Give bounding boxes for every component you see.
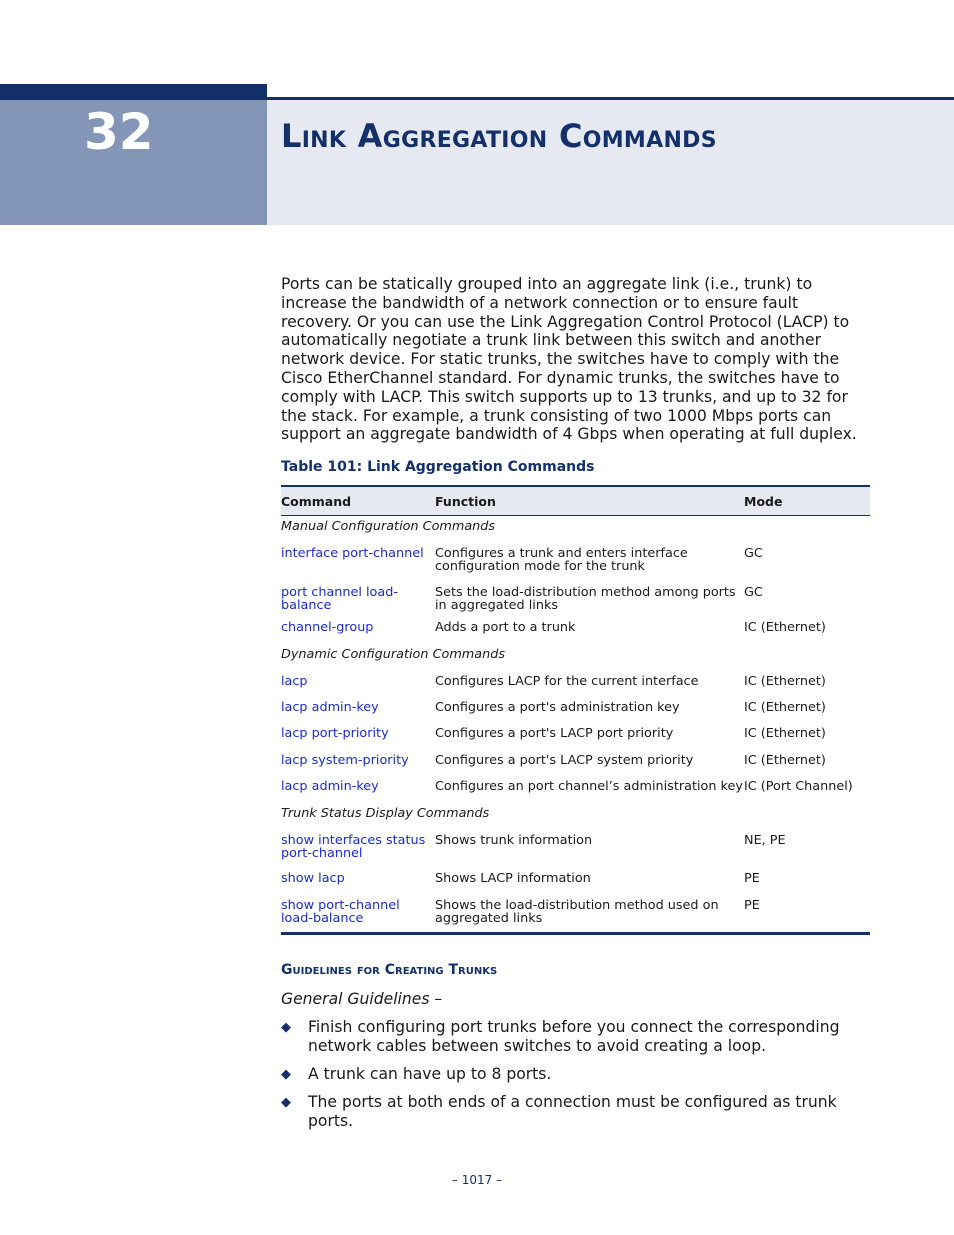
header-mode: Mode [744, 493, 783, 509]
function-cell: Configures an port channel’s administration key [435, 779, 743, 794]
function-cell: Configures a trunk and enters interface configuration mode for the trunk [435, 546, 688, 574]
mode-cell: GC [744, 546, 763, 561]
bullet-text: Finish configuring port trunks before you connect the corresponding network cables between switches to avoid creating a loop. [308, 1018, 840, 1055]
mode-cell: PE [744, 898, 760, 913]
bullet-text: The ports at both ends of a connection must be configured as trunk ports. [308, 1093, 837, 1130]
header-function: Function [435, 493, 496, 509]
section-title: Dynamic Configuration Commands [281, 647, 506, 662]
command-link[interactable]: show port-channel load-balance [281, 898, 400, 926]
command-link[interactable]: show interfaces status port-channel [281, 833, 426, 861]
intro-paragraph: Ports can be statically grouped into an aggregate link (i.e., trunk) to increase the bandwidth of a network connection or to ensure fault recovery. Or you can use the Link Aggregation Control Protocol (LACP) to automatically negotiate a trunk link between this switch and another network device. For static trunks, the switches have to comply with the Cisco EtherChannel standard. For dynamic trunks, the switches have to comply with LACP. This switch supports up to 13 trunks, and up to 32 for the stack. For example, a trunk consisting of two 1000 Mbps ports can support an aggregate bandwidth of 4 Gbps when operating at full duplex. [281, 275, 857, 444]
function-cell: Shows LACP information [435, 871, 591, 886]
command-link[interactable]: lacp admin-key [281, 700, 379, 715]
mode-cell: IC (Port Channel) [744, 779, 853, 794]
mode-cell: GC [744, 585, 763, 600]
mode-cell: NE, PE [744, 833, 786, 848]
chapter-rule-right [267, 97, 954, 100]
function-cell: Shows trunk information [435, 833, 593, 848]
function-cell: Configures a port's LACP port priority [435, 726, 674, 741]
function-cell: Sets the load-distribution method among ports in aggregated links [435, 585, 736, 613]
commands-table [281, 485, 870, 935]
guidelines-heading: Guidelines for Creating Trunks [281, 962, 498, 978]
mode-cell: IC (Ethernet) [744, 674, 826, 689]
page-number: – 1017 – [451, 1173, 503, 1187]
section-title: Manual Configuration Commands [281, 519, 496, 534]
function-cell: Adds a port to a trunk [435, 620, 576, 635]
diamond-bullet-icon: ◆ [281, 1095, 291, 1110]
diamond-bullet-icon: ◆ [281, 1020, 291, 1035]
mode-cell: IC (Ethernet) [744, 700, 826, 715]
command-link[interactable]: lacp [281, 674, 308, 689]
section-title: Trunk Status Display Commands [281, 806, 490, 821]
command-link[interactable]: lacp port-priority [281, 726, 389, 741]
bullet-text: A trunk can have up to 8 ports. [308, 1065, 552, 1083]
command-link[interactable]: interface port-channel [281, 546, 424, 561]
diamond-bullet-icon: ◆ [281, 1067, 291, 1082]
table-caption: Table 101: Link Aggregation Commands [281, 459, 595, 475]
header-command: Command [281, 493, 352, 509]
command-link[interactable]: port channel load-balance [281, 585, 398, 613]
table-row [281, 832, 870, 870]
function-cell: Shows the load-distribution method used on aggregated links [435, 898, 719, 926]
table-row [281, 870, 870, 897]
general-guidelines-label: General Guidelines – [281, 990, 443, 1008]
function-cell: Configures a port's LACP system priority [435, 753, 694, 768]
table-header [281, 487, 870, 516]
mode-cell: IC (Ethernet) [744, 753, 826, 768]
command-link[interactable]: lacp system-priority [281, 753, 409, 768]
table-row [281, 619, 870, 646]
mode-cell: IC (Ethernet) [744, 620, 826, 635]
command-link[interactable]: lacp admin-key [281, 779, 379, 794]
command-link[interactable]: show lacp [281, 871, 345, 886]
table-row [281, 543, 870, 581]
table-row [281, 778, 870, 805]
mode-cell: PE [744, 871, 760, 886]
table-row [281, 673, 870, 699]
chapter-number: 32 [84, 103, 154, 161]
command-link[interactable]: channel-group [281, 620, 374, 635]
table-row [281, 752, 870, 778]
function-cell: Configures a port's administration key [435, 700, 680, 715]
function-cell: Configures LACP for the current interface [435, 674, 699, 689]
table-row [281, 725, 870, 752]
table-row [281, 699, 870, 725]
chapter-rule-left [0, 84, 267, 100]
chapter-title: Link Aggregation Commands [281, 117, 717, 155]
table-row [281, 581, 870, 619]
table-row [281, 897, 870, 932]
mode-cell: IC (Ethernet) [744, 726, 826, 741]
